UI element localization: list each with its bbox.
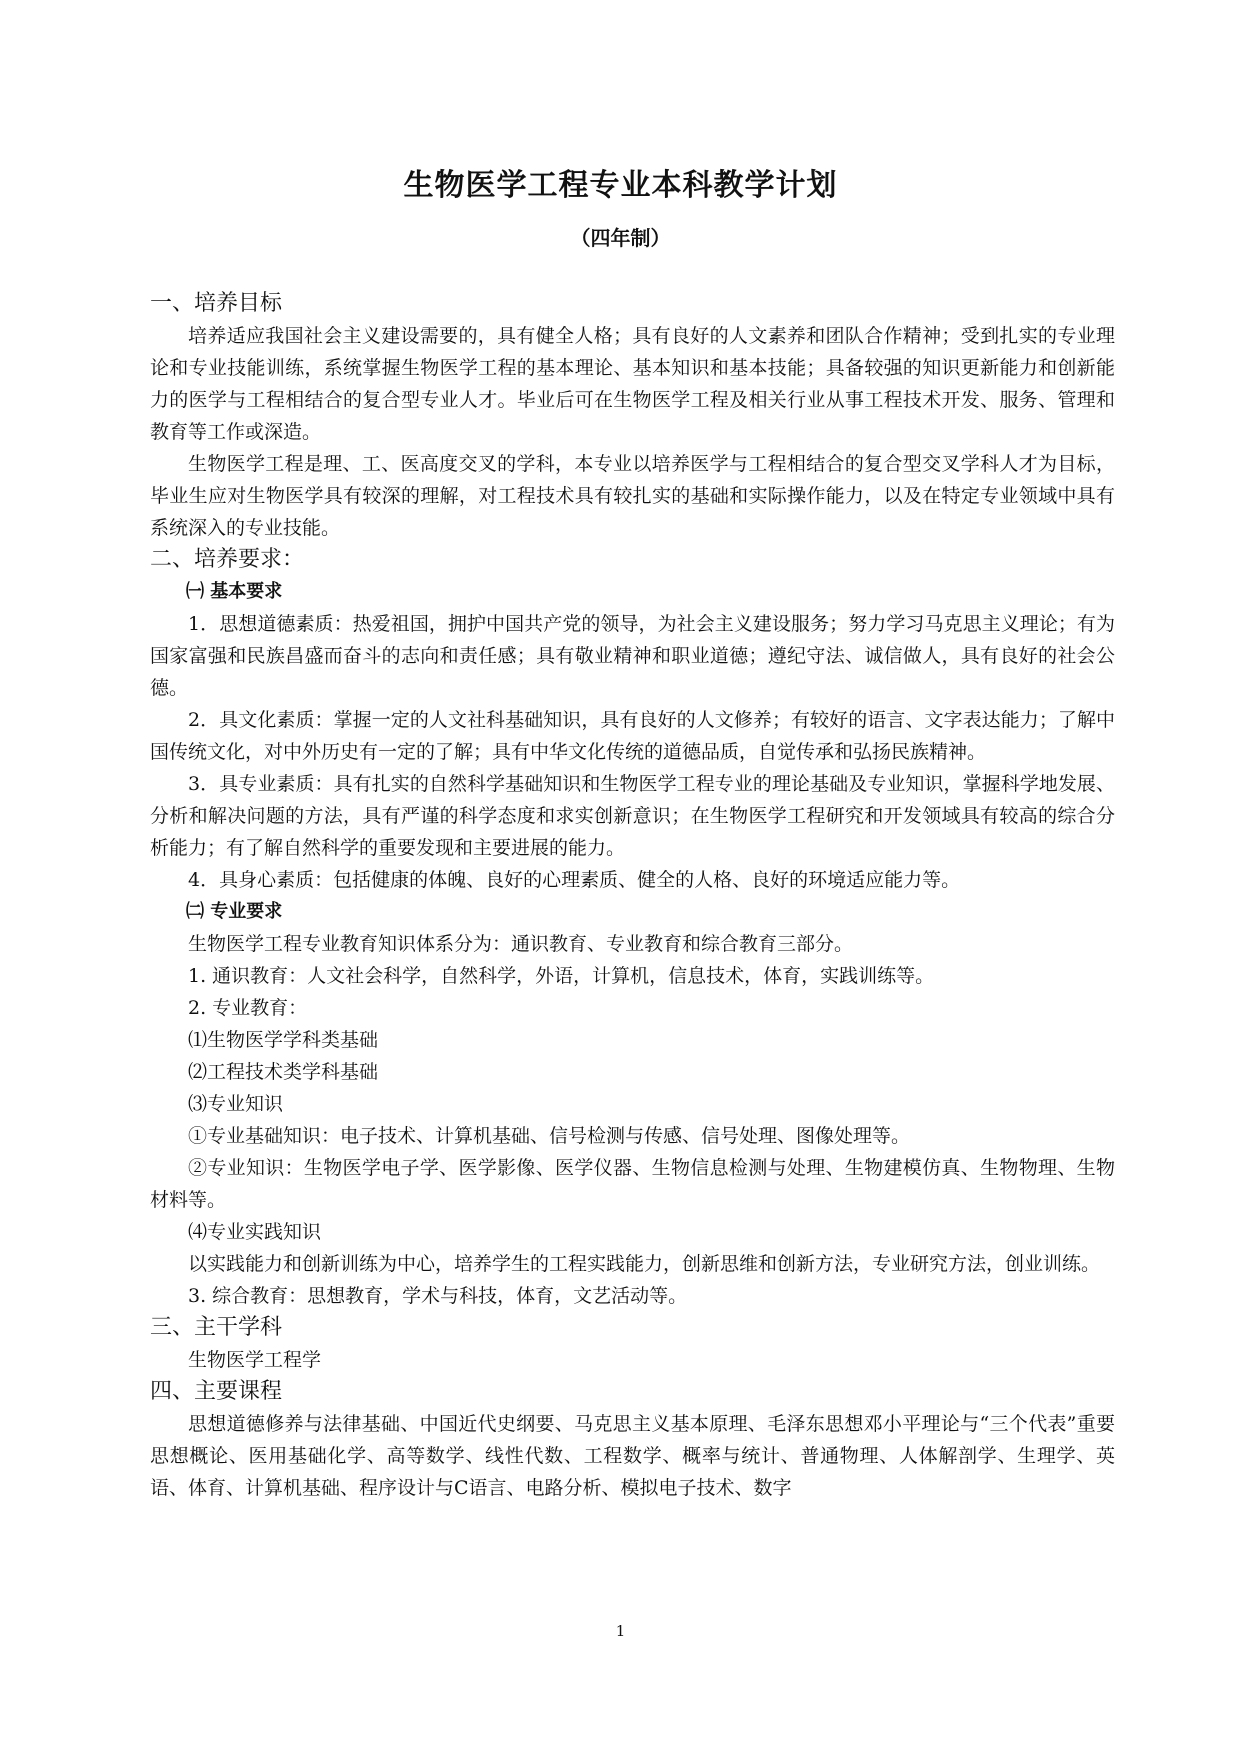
- list-item: 1. 通识教育：人文社会科学，自然科学，外语，计算机，信息技术，体育，实践训练等。: [188, 965, 935, 987]
- document-body: [150, 288, 1115, 1504]
- paragraph: 3．具专业素质：具有扎实的自然科学基础知识和生物医学工程专业的理论基础及专业知识，掌握科学地发展、分析和解决问题的方法，具有严谨的科学态度和求实创新意识；在生物医学工程研究和开发领域具有较高的综合分析能力；有了解自然科学的重要发现和主要进展的能力。: [150, 773, 1115, 859]
- paragraph: 培养适应我国社会主义建设需要的，具有健全人格；具有良好的人文素养和团队合作精神；受到扎实的专业理论和专业技能训练，系统掌握生物医学工程的基本理论、基本知识和基本技能；具备较强的知识更新能力和创新能力的医学与工程相结合的复合型专业人才。毕业后可在生物医学工程及相关行业从事工程技术开发、服务、管理和教育等工作或深造。: [150, 325, 1115, 443]
- document-subtitle: （四年制）: [570, 226, 671, 250]
- paragraph: 2．具文化素质：掌握一定的人文社科基础知识，具有良好的人文修养；有较好的语言、文字表达能力；了解中国传统文化，对中外历史有一定的了解；具有中华文化传统的道德品质，自觉传承和弘扬民族精神。: [150, 709, 1115, 763]
- paragraph: 4．具身心素质：包括健康的体魄、良好的心理素质、健全的人格、良好的环境适应能力等。: [188, 869, 961, 891]
- paragraph: 思想道德修养与法律基础、中国近代史纲要、马克思主义基本原理、毛泽东思想邓小平理论与“三个代表”重要思想概论、医用基础化学、高等数学、线性代数、工程数学、概率与统计、普通物理、人体解剖学、生理学、英语、体育、计算机基础、程序设计与C语言、电路分析、模拟电子技术、数字: [150, 1413, 1115, 1499]
- paragraph: ②专业知识：生物医学电子学、医学影像、医学仪器、生物信息检测与处理、生物建模仿真、生物物理、生物材料等。: [150, 1157, 1115, 1211]
- list-item: 2. 专业教育：: [188, 997, 308, 1019]
- section-heading: 二、培养要求：: [150, 547, 305, 572]
- section-heading: 四、主要课程: [150, 1379, 283, 1404]
- list-item: ⑴生物医学学科类基础: [188, 1029, 379, 1051]
- section-heading: 一、培养目标: [150, 291, 283, 316]
- paragraph: 生物医学工程学: [188, 1349, 322, 1371]
- list-item: ①专业基础知识：电子技术、计算机基础、信号检测与传感、信号处理、图像处理等。: [188, 1125, 911, 1147]
- subsection-heading: ㈡ 专业要求: [186, 901, 283, 922]
- paragraph: 生物医学工程是理、工、医高度交叉的学科，本专业以培养医学与工程相结合的复合型交叉学科人才为目标，毕业生应对生物医学具有较深的理解，对工程技术具有较扎实的基础和实际操作能力，以及在特定专业领域中具有系统深入的专业技能。: [150, 453, 1115, 539]
- page-number: 1: [615, 1622, 626, 1640]
- list-item: ⑷专业实践知识: [188, 1221, 322, 1243]
- list-item: ⑶专业知识: [188, 1093, 284, 1115]
- subsection-heading: ㈠ 基本要求: [186, 581, 283, 602]
- paragraph: 生物医学工程专业教育知识体系分为：通识教育、专业教育和综合教育三部分。: [188, 933, 854, 955]
- paragraph: 1．思想道德素质：热爱祖国，拥护中国共产党的领导，为社会主义建设服务；努力学习马克思主义理论；有为国家富强和民族昌盛而奋斗的志向和责任感；具有敬业精神和职业道德；遵纪守法、诚信做人，具有良好的社会公德。: [150, 613, 1115, 699]
- paragraph: 以实践能力和创新训练为中心，培养学生的工程实践能力，创新思维和创新方法，专业研究方法，创业训练。: [188, 1253, 1101, 1275]
- section-heading: 三、主干学科: [150, 1315, 283, 1340]
- list-item: ⑵工程技术类学科基础: [188, 1061, 379, 1083]
- list-item: 3. 综合教育：思想教育，学术与科技，体育，文艺活动等。: [188, 1285, 688, 1307]
- document-title: 生物医学工程专业本科教学计划: [403, 168, 838, 203]
